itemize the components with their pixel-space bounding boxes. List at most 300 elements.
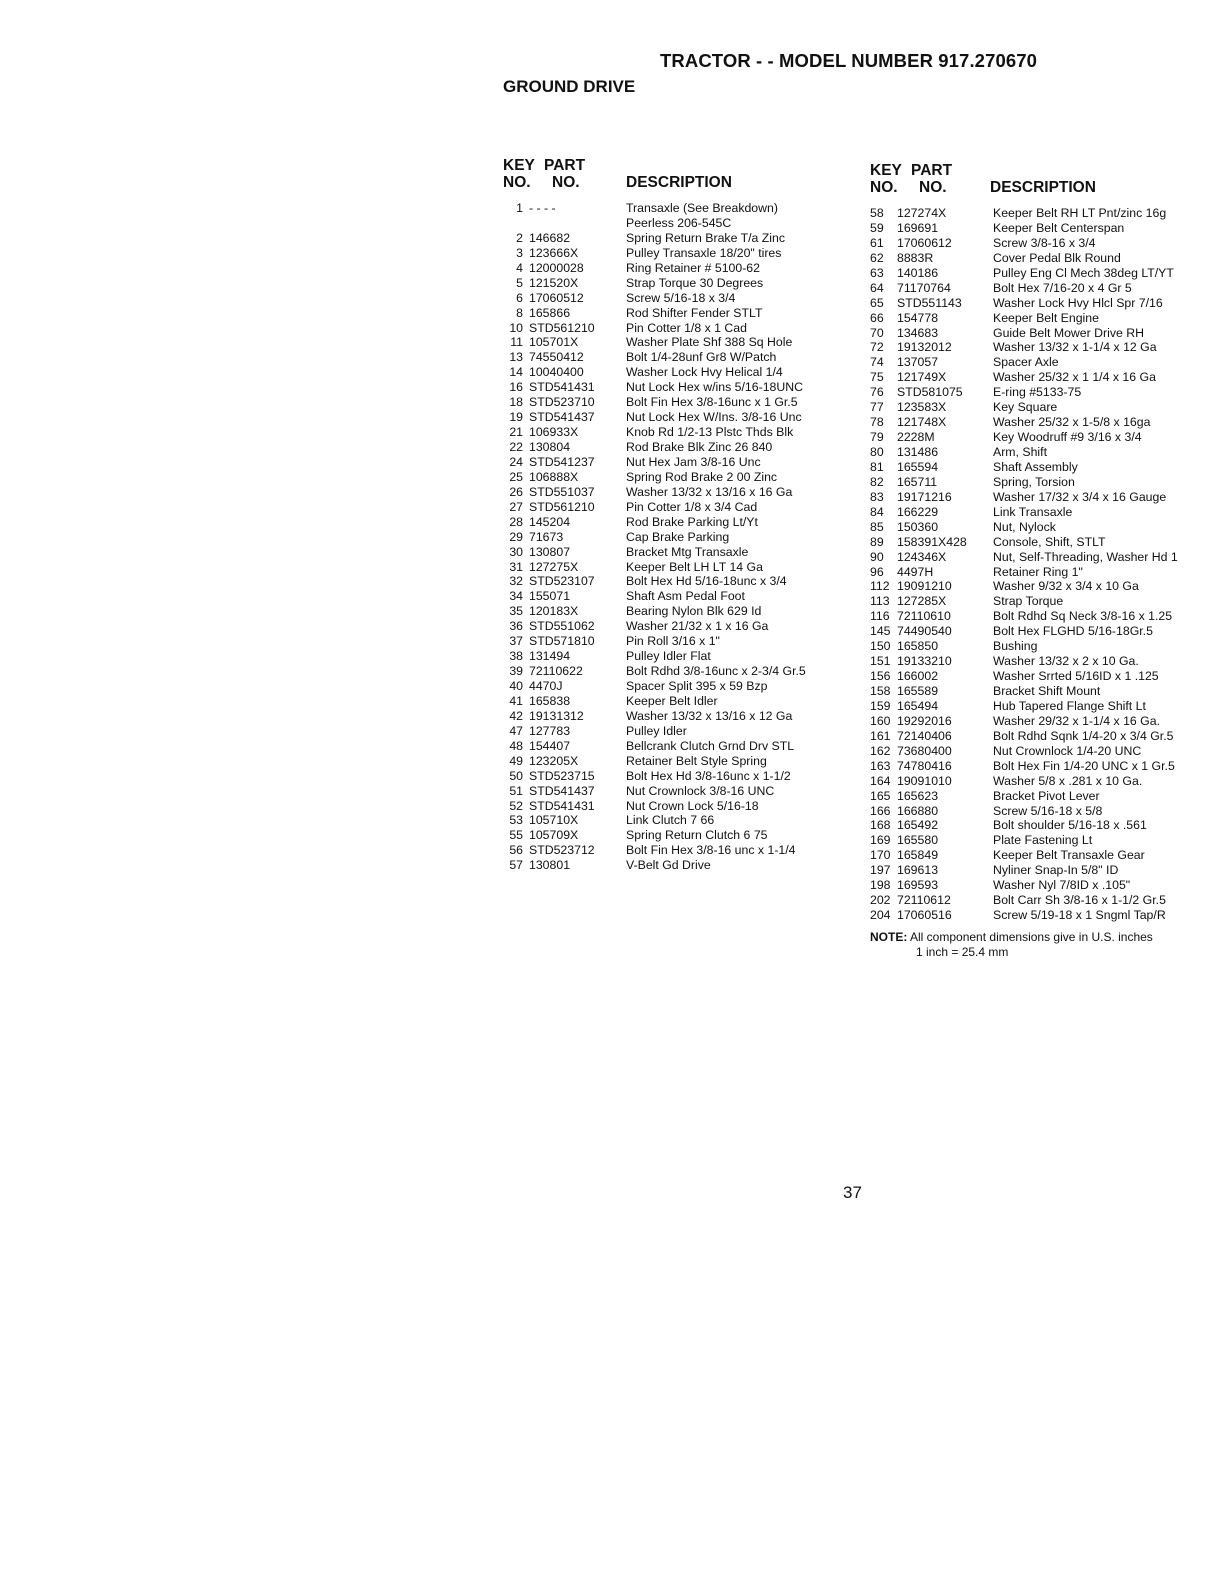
part-number: 123583X <box>897 400 947 415</box>
table-row <box>870 878 1210 893</box>
part-number: 169593 <box>897 878 939 893</box>
part-description: Bolt 1/4-28unf Gr8 W/Patch <box>626 350 777 365</box>
table-row <box>503 425 848 440</box>
table-row <box>503 380 848 395</box>
key-number: 78 <box>870 415 884 430</box>
parts-table-left <box>503 157 848 873</box>
table-row <box>503 604 848 619</box>
part-description: Strap Torque 30 Degrees <box>626 275 764 290</box>
key-number: 50 <box>509 768 523 783</box>
part-description: Bolt Hex Hd 5/16-18unc x 3/4 <box>626 574 787 589</box>
part-description: Bolt Rdhd Sqnk 1/4-20 x 3/4 Gr.5 <box>993 728 1174 743</box>
table-row <box>870 340 1210 355</box>
part-number: 169691 <box>897 220 939 235</box>
key-number: 113 <box>870 594 890 609</box>
table-row <box>870 326 1210 341</box>
key-number: 145 <box>870 624 891 639</box>
key-number: 47 <box>509 723 523 738</box>
table-row <box>870 744 1210 759</box>
part-number: 72110612 <box>897 893 951 908</box>
table-row <box>503 574 848 589</box>
key-number: 4 <box>516 260 523 275</box>
table-row <box>503 335 848 350</box>
key-number: 10 <box>509 320 523 335</box>
table-row <box>503 276 848 291</box>
table-row <box>870 818 1210 833</box>
part-number: 106933X <box>529 425 579 440</box>
part-number: STD523715 <box>529 768 595 783</box>
table-row <box>870 535 1210 550</box>
part-number: STD551062 <box>529 619 595 634</box>
part-description: Bolt Hex Hd 3/8-16unc x 1-1/2 <box>626 768 791 783</box>
part-description: Washer 5/8 x .281 x 10 Ga. <box>993 773 1143 788</box>
dimension-note <box>870 930 1153 960</box>
table-row <box>870 774 1210 789</box>
table-row <box>870 550 1210 565</box>
key-number: 84 <box>870 504 884 519</box>
part-number: 72140406 <box>897 728 952 743</box>
key-number: 16 <box>509 380 523 395</box>
part-description: Nut Lock Hex w/ins 5/16-18UNC <box>626 380 804 395</box>
table-row <box>503 664 848 679</box>
table-row <box>503 560 848 575</box>
table-row <box>870 460 1210 475</box>
key-number: 96 <box>870 564 884 579</box>
part-description: V-Belt Gd Drive <box>626 858 711 873</box>
part-description: Pulley Transaxle 18/20" tires <box>626 245 782 260</box>
key-number: 197 <box>870 863 891 878</box>
key-number: 156 <box>870 669 891 684</box>
part-number: 124346X <box>897 549 947 564</box>
part-description: Keeper Belt Transaxle Gear <box>993 848 1145 863</box>
header-part: PART <box>911 162 953 179</box>
key-number: 168 <box>870 818 891 833</box>
part-number: 17060612 <box>897 235 952 250</box>
part-description: Washer 21/32 x 1 x 16 Ga <box>626 619 769 634</box>
part-description: Washer Nyl 7/8ID x .105" <box>993 878 1131 893</box>
part-description: Cap Brake Parking <box>626 529 730 544</box>
part-description: Knob Rd 1/2-13 Plstc Thds Blk <box>626 425 794 440</box>
key-number: 30 <box>509 544 523 559</box>
key-number: 83 <box>870 489 884 504</box>
key-number: 76 <box>870 385 884 400</box>
key-number: 166 <box>870 803 891 818</box>
part-number: 19131312 <box>529 708 584 723</box>
key-number: 22 <box>509 440 523 454</box>
part-description: Nut Crown Lock 5/16-18 <box>626 798 759 813</box>
table-row <box>503 395 848 410</box>
part-description: Nyliner Snap-In 5/8" ID <box>993 863 1119 878</box>
key-number: 27 <box>509 499 523 514</box>
part-description: Rod Shifter Fender STLT <box>626 305 763 320</box>
part-description: Hub Tapered Flange Shift Lt <box>993 698 1146 713</box>
part-number: 165589 <box>897 684 939 698</box>
part-number: STD541437 <box>529 410 595 425</box>
note-label: NOTE: <box>870 930 908 944</box>
table-row <box>503 530 848 545</box>
part-number: 166229 <box>897 504 939 519</box>
part-description: Rod Brake Parking Lt/Yt <box>626 514 758 529</box>
part-number: 165580 <box>897 833 939 848</box>
key-number: 3 <box>516 245 523 260</box>
part-number: 120183X <box>529 604 579 619</box>
part-description: Bracket Mtg Transaxle <box>626 544 749 559</box>
part-number: STD541431 <box>529 380 595 395</box>
note-line-1: All component dimensions give in U.S. inches <box>910 930 1153 944</box>
key-number: 62 <box>870 250 884 265</box>
key-number: 61 <box>870 235 884 250</box>
part-description: Peerless 206-545C <box>626 215 732 230</box>
key-number: 170 <box>870 848 891 863</box>
part-number: 158391X428 <box>897 534 967 549</box>
header-description: DESCRIPTION <box>990 179 1096 196</box>
part-number: STD551037 <box>529 484 595 499</box>
key-number: 77 <box>870 400 884 415</box>
part-number: 105709X <box>529 828 579 843</box>
part-description: Link Clutch 7 66 <box>626 813 715 828</box>
key-number: 29 <box>509 529 523 544</box>
part-number: 121748X <box>897 415 947 430</box>
key-number: 34 <box>509 589 523 604</box>
table-row <box>503 201 848 216</box>
part-description: Pulley Eng Cl Mech 38deg LT/YT <box>993 265 1174 280</box>
part-description: Bolt Fin Hex 3/8-16unc x 1 Gr.5 <box>626 395 798 410</box>
header-key-no: NO. <box>503 174 531 191</box>
table-row <box>870 863 1210 878</box>
part-description: Washer 13/32 x 13/16 x 16 Ga <box>626 484 793 499</box>
part-number: 4470J <box>529 679 563 693</box>
part-number: 165711 <box>897 474 938 489</box>
part-number: STD523107 <box>529 574 595 589</box>
key-number: 204 <box>870 908 891 923</box>
key-number: 64 <box>870 280 884 295</box>
part-number: 165866 <box>529 305 571 320</box>
table-row <box>870 490 1210 505</box>
key-number: 19 <box>509 410 523 425</box>
part-description: Washer 9/32 x 3/4 x 10 Ga <box>993 579 1139 594</box>
header-key-no: NO. <box>870 179 898 196</box>
key-number: 49 <box>509 753 523 768</box>
key-number: 160 <box>870 713 891 728</box>
part-number: 121520X <box>529 275 579 290</box>
table-row <box>870 804 1210 819</box>
key-number: 70 <box>870 325 884 340</box>
part-number: 130801 <box>529 858 571 873</box>
part-description: Bellcrank Clutch Grnd Drv STL <box>626 738 795 753</box>
part-description: Keeper Belt Engine <box>993 310 1099 325</box>
part-number: STD541431 <box>529 798 595 813</box>
table-row <box>870 415 1210 430</box>
key-number: 37 <box>509 634 523 649</box>
part-description: Spring Return Brake T/a Zinc <box>626 230 786 245</box>
part-number: 74780416 <box>897 758 952 773</box>
part-description: Washer 29/32 x 1-1/4 x 16 Ga. <box>993 713 1161 728</box>
key-number: 35 <box>509 604 523 619</box>
part-number: 165838 <box>529 693 571 708</box>
key-number: 13 <box>509 350 523 365</box>
part-number: 19292016 <box>897 713 952 728</box>
key-number: 25 <box>509 469 523 484</box>
table-row <box>503 515 848 530</box>
part-description: Washer Lock Hvy Helical 1/4 <box>626 365 783 380</box>
table-row <box>503 216 848 231</box>
part-number: STD571810 <box>529 634 595 649</box>
part-number: 123666X <box>529 245 579 260</box>
table-row <box>870 594 1210 609</box>
part-description: Washer Srrted 5/16ID x 1 .125 <box>993 669 1159 684</box>
key-number: 202 <box>870 893 891 908</box>
table-row <box>870 639 1210 654</box>
part-description: Bolt Carr Sh 3/8-16 x 1-1/2 Gr.5 <box>993 893 1166 908</box>
table-row <box>870 729 1210 744</box>
table-row <box>870 221 1210 236</box>
key-number: 38 <box>509 649 523 664</box>
key-number: 28 <box>509 514 523 529</box>
table-row <box>503 769 848 784</box>
key-number: 18 <box>509 395 523 410</box>
key-number: 14 <box>509 365 523 380</box>
part-description: Nut, Nylock <box>993 519 1056 534</box>
table-row <box>503 709 848 724</box>
table-row <box>870 759 1210 774</box>
part-number: 72110622 <box>529 664 583 679</box>
key-number: 24 <box>509 454 523 469</box>
table-row <box>870 908 1210 923</box>
table-row <box>870 281 1210 296</box>
part-description: Nut Crownlock 3/8-16 UNC <box>626 783 775 798</box>
part-description: Spacer Split 395 x 59 Bzp <box>626 679 768 693</box>
part-description: Spring Rod Brake 2 00 Zinc <box>626 469 778 484</box>
part-description: Shaft Asm Pedal Foot <box>626 589 745 604</box>
table-row <box>870 893 1210 908</box>
part-description: Washer Plate Shf 388 Sq Hole <box>626 335 793 350</box>
part-description: Washer Lock Hvy Hlcl Spr 7/16 <box>993 295 1163 310</box>
part-description: Pin Cotter 1/8 x 3/4 Cad <box>626 499 758 514</box>
part-description: Arm, Shift <box>993 445 1047 459</box>
header-part-no: NO. <box>552 174 580 191</box>
header-part-no: NO. <box>919 179 947 196</box>
key-number: 89 <box>870 534 884 549</box>
table-header <box>870 162 1210 206</box>
part-description: Link Transaxle <box>993 504 1073 519</box>
key-number: 56 <box>509 843 523 858</box>
key-number: 8 <box>516 305 523 320</box>
key-number: 21 <box>509 425 523 440</box>
part-number: 165594 <box>897 459 939 474</box>
part-number: 145204 <box>529 514 571 529</box>
part-description: Bolt Hex FLGHD 5/16-18Gr.5 <box>993 624 1153 639</box>
part-number: 166880 <box>897 803 939 818</box>
table-row <box>503 619 848 634</box>
table-row <box>870 669 1210 684</box>
table-row <box>503 754 848 769</box>
part-number: 17060512 <box>529 290 584 305</box>
table-row <box>870 251 1210 266</box>
key-number: 39 <box>509 664 523 679</box>
header-part: PART <box>544 157 586 174</box>
table-row <box>503 365 848 380</box>
part-description: Screw 3/8-16 x 3/4 <box>993 235 1096 250</box>
part-description: Bushing <box>993 639 1038 654</box>
part-number: 137057 <box>897 355 939 370</box>
part-number: STD541237 <box>529 454 595 469</box>
part-description: Nut Hex Jam 3/8-16 Unc <box>626 454 761 469</box>
part-description: Guide Belt Mower Drive RH <box>993 325 1145 340</box>
part-description: Key Woodruff #9 3/16 x 3/4 <box>993 430 1142 445</box>
key-number: 66 <box>870 310 884 325</box>
part-description: Bolt Hex Fin 1/4-20 UNC x 1 Gr.5 <box>993 758 1175 773</box>
table-row <box>503 350 848 365</box>
section-title: GROUND DRIVE <box>503 77 636 96</box>
table-row <box>503 246 848 261</box>
part-number: 72110610 <box>897 609 951 624</box>
part-number: 73680400 <box>897 743 952 758</box>
part-number: 165849 <box>897 848 939 863</box>
table-row <box>503 545 848 560</box>
part-number: 165492 <box>897 818 939 833</box>
part-number: 166002 <box>897 669 939 684</box>
part-description: Pin Cotter 1/8 x 1 Cad <box>626 320 747 335</box>
part-description: Screw 5/16-18 x 3/4 <box>626 290 736 305</box>
part-number: STD561210 <box>529 499 595 514</box>
key-number: 41 <box>509 693 523 708</box>
key-number: 74 <box>870 355 884 370</box>
part-number: 71673 <box>529 529 564 544</box>
part-description: Bracket Pivot Lever <box>993 788 1100 803</box>
part-description: Shaft Assembly <box>993 459 1078 474</box>
part-number: 121749X <box>897 370 947 385</box>
part-description: Bolt Rdhd Sq Neck 3/8-16 x 1.25 <box>993 609 1173 624</box>
table-row <box>503 470 848 485</box>
key-number: 55 <box>509 828 523 843</box>
part-number: 140186 <box>897 265 939 280</box>
key-number: 159 <box>870 698 891 713</box>
table-row <box>870 505 1210 520</box>
key-number: 42 <box>509 708 523 723</box>
part-number: 19091010 <box>897 773 952 788</box>
part-description: Screw 5/19-18 x 1 Sngml Tap/R <box>993 908 1166 923</box>
key-number: 169 <box>870 833 891 848</box>
key-number: 162 <box>870 743 891 758</box>
part-description: Bolt Fin Hex 3/8-16 unc x 1-1/4 <box>626 843 796 858</box>
key-number: 116 <box>870 609 890 624</box>
part-number: 127274X <box>897 206 947 220</box>
part-number: 19133210 <box>897 654 952 669</box>
part-number: 106888X <box>529 469 579 484</box>
part-description: Bolt Rdhd 3/8-16unc x 2-3/4 Gr.5 <box>626 664 806 679</box>
part-number: 105701X <box>529 335 579 350</box>
part-number: 165623 <box>897 788 939 803</box>
table-row <box>503 828 848 843</box>
part-number: 105710X <box>529 813 579 828</box>
part-number: 127783 <box>529 723 571 738</box>
part-description: Pulley Idler <box>626 723 687 738</box>
part-description: Bolt shoulder 5/16-18 x .561 <box>993 818 1147 833</box>
part-description: Spacer Axle <box>993 355 1059 370</box>
table-row <box>870 714 1210 729</box>
key-number: 1 <box>516 201 523 215</box>
key-number: 158 <box>870 684 891 698</box>
key-number: 198 <box>870 878 891 893</box>
table-body <box>503 201 848 873</box>
table-row <box>870 848 1210 863</box>
part-number: STD523712 <box>529 843 595 858</box>
table-row <box>870 206 1210 221</box>
key-number: 40 <box>509 679 523 693</box>
table-row <box>503 306 848 321</box>
part-number: 130807 <box>529 544 571 559</box>
table-row <box>503 485 848 500</box>
key-number: 150 <box>870 639 891 654</box>
table-row <box>870 520 1210 535</box>
part-number: 19091210 <box>897 579 952 594</box>
key-number: 52 <box>509 798 523 813</box>
table-row <box>503 589 848 604</box>
part-description: Retainer Ring 1" <box>993 564 1083 579</box>
page-title: TRACTOR - - MODEL NUMBER 917.270670 <box>660 50 1038 71</box>
part-number: 134683 <box>897 325 939 340</box>
table-row <box>870 385 1210 400</box>
table-row <box>503 291 848 306</box>
key-number: 80 <box>870 445 884 459</box>
key-number: 81 <box>870 459 884 474</box>
table-row <box>503 843 848 858</box>
key-number: 58 <box>870 206 884 220</box>
key-number: 48 <box>509 738 523 753</box>
table-row <box>503 455 848 470</box>
part-description: Washer 17/32 x 3/4 x 16 Gauge <box>993 489 1167 504</box>
key-number: 65 <box>870 295 884 310</box>
part-number: 169613 <box>897 863 939 878</box>
key-number: 72 <box>870 340 884 355</box>
part-number: 131494 <box>529 649 571 664</box>
key-number: 165 <box>870 788 891 803</box>
key-number: 82 <box>870 474 884 489</box>
key-number: 51 <box>509 783 523 798</box>
part-number: 150360 <box>897 519 939 534</box>
part-description: Ring Retainer # 5100-62 <box>626 260 760 275</box>
table-row <box>870 684 1210 699</box>
part-description: Washer 25/32 x 1-5/8 x 16ga <box>993 415 1151 430</box>
part-description: Keeper Belt Centerspan <box>993 220 1125 235</box>
table-row <box>503 694 848 709</box>
table-row <box>870 266 1210 281</box>
header-description: DESCRIPTION <box>626 174 732 191</box>
key-number: 59 <box>870 220 884 235</box>
part-number: 165850 <box>897 639 939 654</box>
table-row <box>870 430 1210 445</box>
header-key: KEY <box>503 157 535 174</box>
page-number: 37 <box>843 1183 862 1202</box>
part-description: Bracket Shift Mount <box>993 684 1101 698</box>
table-row <box>870 565 1210 580</box>
key-number: 31 <box>509 559 523 574</box>
part-description: Console, Shift, STLT <box>993 534 1106 549</box>
part-number: 19171216 <box>897 489 952 504</box>
part-number: 127275X <box>529 559 579 574</box>
table-row <box>503 679 848 694</box>
note-line-2: 1 inch = 25.4 mm <box>916 945 1009 959</box>
part-description: Bolt Hex 7/16-20 x 4 Gr 5 <box>993 280 1132 295</box>
table-row <box>870 355 1210 370</box>
table-row <box>870 579 1210 594</box>
key-number: 26 <box>509 484 523 499</box>
key-number: 151 <box>870 654 891 669</box>
key-number: 36 <box>509 619 523 634</box>
part-description: Screw 5/16-18 x 5/8 <box>993 803 1103 818</box>
header-key: KEY <box>870 162 902 179</box>
table-body <box>870 206 1210 923</box>
